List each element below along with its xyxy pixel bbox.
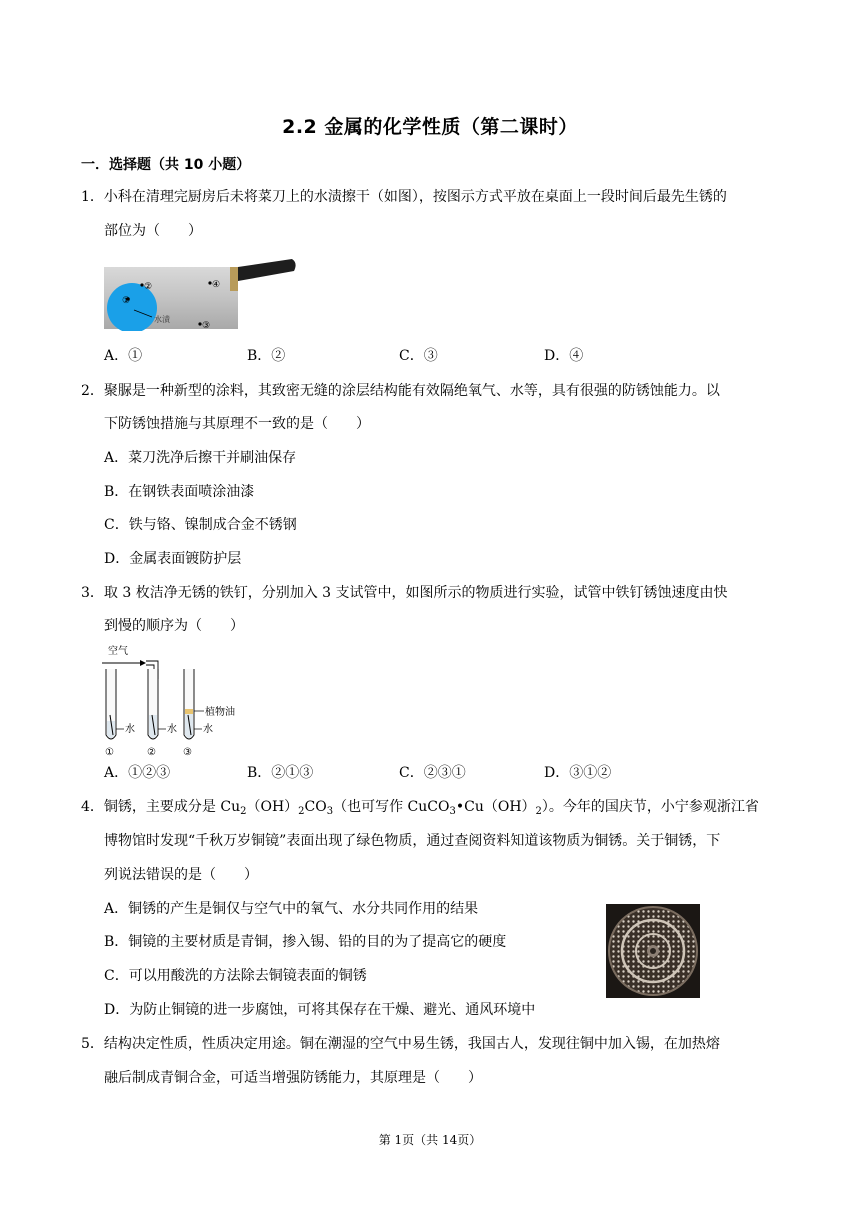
q2-option-a[interactable]: A．菜刀洗净后擦干并刷油保存: [104, 450, 297, 466]
tube-3-oil: [185, 709, 193, 714]
tube-3-number: ③: [183, 747, 192, 758]
tube-1-water-label: 水: [125, 724, 135, 735]
q4-option-c[interactable]: C．可以用酸洗的方法除去铜镜表面的铜锈: [104, 968, 367, 984]
q1-option-a[interactable]: A．①: [104, 348, 143, 364]
section-heading: 一．选择题（共 10 小题）: [81, 157, 251, 173]
question-3-text: 3．取 3 枚洁净无锈的铁钉，分别加入 3 支试管中，如图所示的物质进行实验，试管中铁钉锈蚀速度由快: [81, 585, 728, 601]
q1-option-b[interactable]: B．②: [247, 348, 286, 364]
q3-option-b[interactable]: B．②①③: [247, 765, 314, 781]
question-4-text: 4．铜锈，主要成分是 $Cu_2(OH)_2CO_3$（也可写作 $CuCO_3•Cu(OH)_2$）。今年的国庆节，小宁参观浙江省: [81, 799, 759, 817]
q4-option-d[interactable]: D．为防止铜镜的进一步腐蚀，可将其保存在干燥、避光、通风环境中: [104, 1002, 536, 1018]
page-title: 2.2 金属的化学性质（第二课时）: [282, 116, 578, 138]
point-3-label: ③: [202, 321, 211, 331]
q2-option-c[interactable]: C．铁与铬、镍制成合金不锈钢: [104, 517, 297, 533]
mirror-knob-hole: [650, 948, 656, 954]
question-2-text: 2．聚脲是一种新型的涂料，其致密无缝的涂层结构能有效隔绝氧气、水等，具有很强的防锈蚀能力。以: [81, 383, 720, 399]
test-tubes-figure: [100, 643, 240, 759]
air-label: 空气: [108, 646, 128, 657]
q2-option-b[interactable]: B．在钢铁表面喷涂油漆: [104, 484, 255, 500]
point-4-label: ④: [212, 280, 221, 290]
tube-2-water-label: 水: [167, 724, 177, 735]
bronze-mirror-image: [606, 904, 700, 998]
q1-option-d[interactable]: D．④: [544, 348, 584, 364]
question-1-text: 1．小科在清理完厨房后未将菜刀上的水渍擦干（如图），按图示方式平放在桌面上一段时间后最先生锈的: [81, 189, 727, 205]
question-2-text-cont: 下防锈蚀措施与其原理不一致的是（ ）: [104, 416, 370, 432]
tube-1-number: ①: [105, 747, 114, 758]
air-arrow-head: [140, 660, 146, 666]
q3-option-c[interactable]: C．②③①: [399, 765, 466, 781]
page-footer: 第 1页（共 14页）: [378, 1133, 482, 1147]
point-3-dot: [198, 322, 201, 325]
question-4-text-cont-2: 列说法错误的是（ ）: [104, 867, 258, 883]
tube-3-water: [185, 714, 193, 738]
q4-option-b[interactable]: B．铜镜的主要材质是青铜，掺入锡、铅的目的为了提高它的硬度: [104, 934, 507, 950]
kitchen-knife-figure: [104, 253, 298, 331]
point-1-label: ①: [122, 296, 131, 306]
question-4-text-cont: 博物馆时发现“千秋万岁铜镜”表面出现了绿色物质，通过查阅资料知道该物质为铜锈。关于铜锈，下: [104, 833, 721, 849]
point-2-dot: [140, 283, 143, 286]
q2-option-d[interactable]: D．金属表面镀防护层: [104, 551, 242, 567]
q3-option-a[interactable]: A．①②③: [104, 765, 171, 781]
q4-option-a[interactable]: A．铜锈的产生是铜仅与空气中的氧气、水分共同作用的结果: [104, 901, 479, 917]
q3-option-d[interactable]: D．③①②: [544, 765, 612, 781]
question-1-text-cont: 部位为（ ）: [104, 223, 202, 239]
question-5-text: 5．结构决定性质，性质决定用途。铜在潮湿的空气中易生锈，我国古人，发现往铜中加入锡，在加热熔: [81, 1036, 720, 1052]
question-3-text-cont: 到慢的顺序为（ ）: [104, 618, 244, 634]
water-stain-label: 水渍: [154, 315, 170, 324]
point-2-label: ②: [144, 282, 153, 292]
vegetable-oil-label: 植物油: [205, 707, 235, 718]
knife-handle: [238, 259, 296, 281]
knife-bolster: [230, 267, 238, 291]
q1-option-c[interactable]: C．③: [399, 348, 438, 364]
tube-3-water-label: 水: [203, 724, 213, 735]
question-5-text-cont: 融后制成青铜合金，可适当增强防锈能力，其原理是（ ）: [104, 1070, 482, 1086]
point-4-dot: [208, 281, 211, 284]
tube-2-number: ②: [147, 747, 156, 758]
